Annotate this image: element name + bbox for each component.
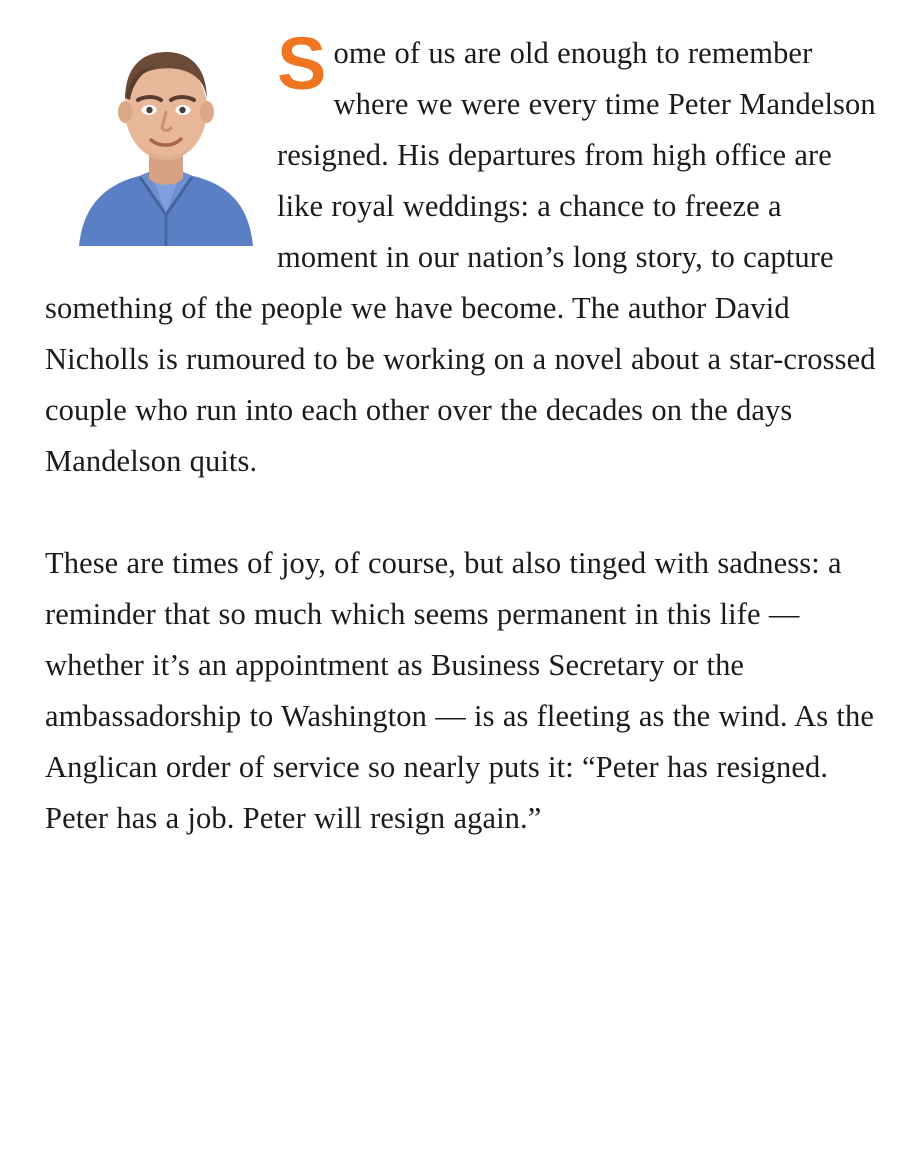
author-portrait-illustration	[77, 38, 255, 246]
drop-cap-letter: S	[277, 22, 327, 105]
author-portrait	[77, 38, 255, 246]
paragraph-1-text: ome of us are old enough to remember where we were every time Peter Mandelson resigned. His departures from high office are like royal weddings: a chance to freeze a moment in our nation’s long story, to capture something of the people we have become. The author David Nicholls is rumoured to be working on a novel about a star-crossed couple who run into each other over the decades on the days Mandelson quits.	[45, 36, 876, 478]
paragraph-2: These are times of joy, of course, but also tinged with sadness: a reminder that so much which seems permanent in this life — whether it’s an appointment as Business Secretary or the ambassadorship to Washington — is as fleeting as the wind. As the Anglican order of service so nearly puts it: “Peter has resigned. Peter has a job. Peter will resign again.”	[45, 546, 874, 835]
